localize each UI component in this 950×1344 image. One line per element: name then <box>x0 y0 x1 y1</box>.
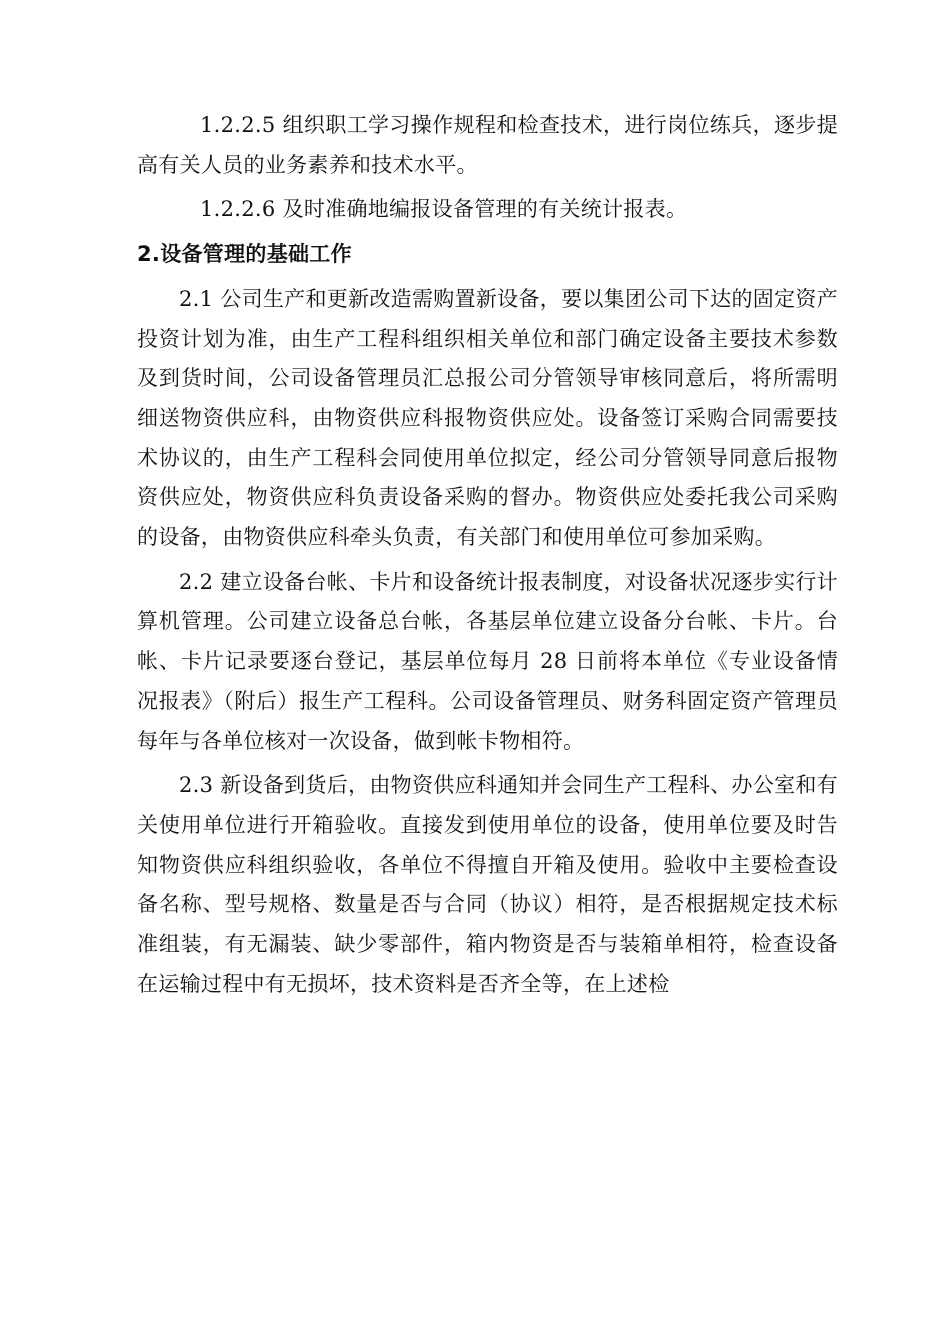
paragraph-1-2-2-5: 1.2.2.5 组织职工学习操作规程和检查技术，进行岗位练兵，逐步提高有关人员的业务素养和技术水平。 <box>137 113 838 177</box>
paragraph-2-1: 2.1 公司生产和更新改造需购置新设备，要以集团公司下达的固定资产投资计划为准，由生产工程科组织相关单位和部门确定设备主要技术参数及到货时间，公司设备管理员汇总报公司分管领导审核同意后，将所需明细送物资供应科，由物资供应科报物资供应处。设备签订采购合同需要技术协议的，由生产工程科会同使用单位拟定，经公司分管领导同意后报物资供应处，物资供应科负责设备采购的督办。物资供应处委托我公司采购的设备，由物资供应科牵头负责，有关部门和使用单位可参加采购。 <box>137 286 838 550</box>
paragraph-1-2-2-6: 1.2.2.6 及时准确地编报设备管理的有关统计报表。 <box>200 197 688 222</box>
document-page <box>137 106 838 1009</box>
paragraph-2-2: 2.2 建立设备台帐、卡片和设备统计报表制度，对设备状况逐步实行计算机管理。公司建立设备总台帐，各基层单位建立设备分台帐、卡片。台帐、卡片记录要逐台登记，基层单位每月 28 日前将本单位《专业设备情况报表》（附后）报生产工程科。公司设备管理员、财务科固定资产管理员每年与各单位核对一次设备，做到帐卡物相符。 <box>137 569 838 753</box>
paragraph-2-3: 2.3 新设备到货后，由物资供应科通知并会同生产工程科、办公室和有关使用单位进行开箱验收。直接发到使用单位的设备，使用单位要及时告知物资供应科组织验收，各单位不得擅自开箱及使用。验收中主要检查设备名称、型号规格、数量是否与合同（协议）相符，是否根据规定技术标准组装，有无漏装、缺少零部件，箱内物资是否与装箱单相符，检查设备在运输过程中有无损坏，技术资料是否齐全等，在上述检 <box>137 773 838 996</box>
section-heading: 2.设备管理的基础工作 <box>137 242 352 267</box>
